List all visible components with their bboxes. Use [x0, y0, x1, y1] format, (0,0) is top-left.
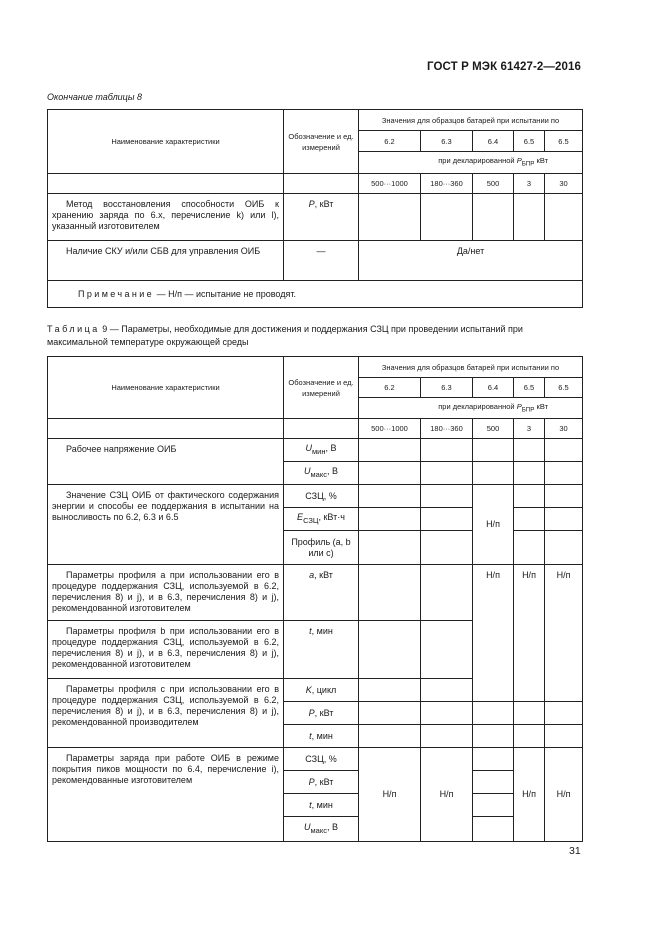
header-values-group: Значения для образцов батарей при испытании по	[359, 357, 583, 378]
table9-caption: Таблица 9 — Параметры, необходимые для достижения и поддержания СЗЦ при проведении испытаний при максимальной температуре окружающей среды	[47, 324, 523, 347]
header-range: 3	[514, 419, 545, 439]
header-section: 6.5	[514, 131, 545, 152]
row-symbol: СЗЦ, %	[284, 748, 359, 771]
cell-not-applicable: Н/п	[545, 748, 583, 842]
header-symbol: Обозначение и ед. измерений	[284, 357, 359, 419]
row-symbol: a, кВт	[284, 565, 359, 621]
row-symbol: P, кВт	[284, 702, 359, 725]
row-symbol: K, цикл	[284, 679, 359, 702]
header-values-group: Значения для образцов батарей при испытании по	[359, 110, 583, 131]
header-range: 500	[473, 419, 514, 439]
cell-not-applicable: Н/п	[473, 565, 514, 702]
header-range: 180···360	[421, 174, 473, 194]
row-symbol: $U_{мин}$, В	[284, 439, 359, 462]
header-characteristic: Наименование характеристики	[48, 110, 284, 174]
header-range: 3	[514, 174, 545, 194]
header-symbol: Обозначение и ед. измерений	[284, 110, 359, 174]
row-symbol: t, мин	[284, 794, 359, 817]
cell-not-applicable: Н/п	[514, 565, 545, 702]
cell-not-applicable: Н/п	[421, 748, 473, 842]
header-section: 6.5	[545, 131, 583, 152]
header-declared-power: при декларированной $P_{БПР}$ кВт	[359, 398, 583, 419]
row-symbol: —	[284, 241, 359, 281]
page-number: 31	[569, 845, 581, 857]
table-9	[47, 356, 583, 842]
row-name: Наличие СКУ и/или СБВ для управления ОИБ	[48, 241, 284, 281]
header-section: 6.2	[359, 378, 421, 398]
cell-not-applicable: Н/п	[473, 485, 514, 565]
row-symbol: t, мин	[284, 725, 359, 748]
cell-not-applicable: Н/п	[545, 565, 583, 702]
group-name-operating-voltage: Рабочее напряжение ОИБ	[48, 439, 284, 485]
row-symbol: $U_{макс}$, В	[284, 462, 359, 485]
row-symbol: СЗЦ, %	[284, 485, 359, 508]
header-range: 500	[473, 174, 514, 194]
header-section: 6.4	[473, 131, 514, 152]
group-name-charge-parameters: Параметры заряда при работе ОИБ в режиме покрытия пиков мощности по 6.4, перечисление i), рекомендованные изготовителем	[48, 748, 284, 842]
header-section: 6.4	[473, 378, 514, 398]
header-characteristic: Наименование характеристики	[48, 357, 284, 419]
row-value: Да/нет	[359, 241, 583, 281]
table8-caption: Окончание таблицы 8	[47, 92, 142, 102]
row-symbol: P, кВт	[284, 771, 359, 794]
header-section: 6.2	[359, 131, 421, 152]
group-name-profile-a: Параметры профиля a при использовании его в процедуре поддержания СЗЦ, используемой в 6.2, перечисления 8) и j), и в 6.3, перечисления 8) и j), рекомендованной изготовителем	[48, 565, 284, 621]
header-section: 6.3	[421, 131, 473, 152]
header-section: 6.3	[421, 378, 473, 398]
header-section: 6.5	[514, 378, 545, 398]
table-note: Примечание — Н/п — испытание не проводят.	[48, 281, 583, 308]
row-symbol: Профиль (a, b или c)	[284, 531, 359, 565]
row-symbol: t, мин	[284, 621, 359, 679]
header-range: 500···1000	[359, 419, 421, 439]
header-section: 6.5	[545, 378, 583, 398]
cell-not-applicable: Н/п	[359, 748, 421, 842]
header-range: 180···360	[421, 419, 473, 439]
cell-not-applicable: Н/п	[514, 748, 545, 842]
document-header: ГОСТ Р МЭК 61427-2—2016	[427, 61, 581, 73]
row-name: Метод восстановления способности ОИБ к хранению заряда по 6.x, перечисление k) или l), указанный изготовителем	[48, 194, 284, 241]
header-declared-power: при декларированной $P_{БПР}$ кВт	[359, 152, 583, 174]
group-name-profile-c: Параметры профиля с при использовании его в процедуре поддержания СЗЦ, используемой в 6.2, перечисления 8) и j), и в 6.3, перечисления 8) и j), рекомендованной производителем	[48, 679, 284, 748]
header-range: 30	[545, 174, 583, 194]
group-name-soc-value: Значение СЗЦ ОИБ от фактического содержания энергии и способы ее поддержания в испытании на выносливость по 6.2, 6.3 и 6.5	[48, 485, 284, 565]
group-name-profile-b: Параметры профиля b при использовании его в процедуре поддержания СЗЦ, используемой в 6.2, перечисления 8) и j), и в 6.3, перечисления 8) и j), рекомендованной изготовителем	[48, 621, 284, 679]
header-range: 30	[545, 419, 583, 439]
header-range: 500···1000	[359, 174, 421, 194]
row-symbol: P, кВт	[284, 194, 359, 241]
row-symbol: $E_{СЗЦ}$, кВт·ч	[284, 508, 359, 531]
row-symbol: $U_{макс}$, В	[284, 817, 359, 842]
table-8	[47, 109, 583, 308]
